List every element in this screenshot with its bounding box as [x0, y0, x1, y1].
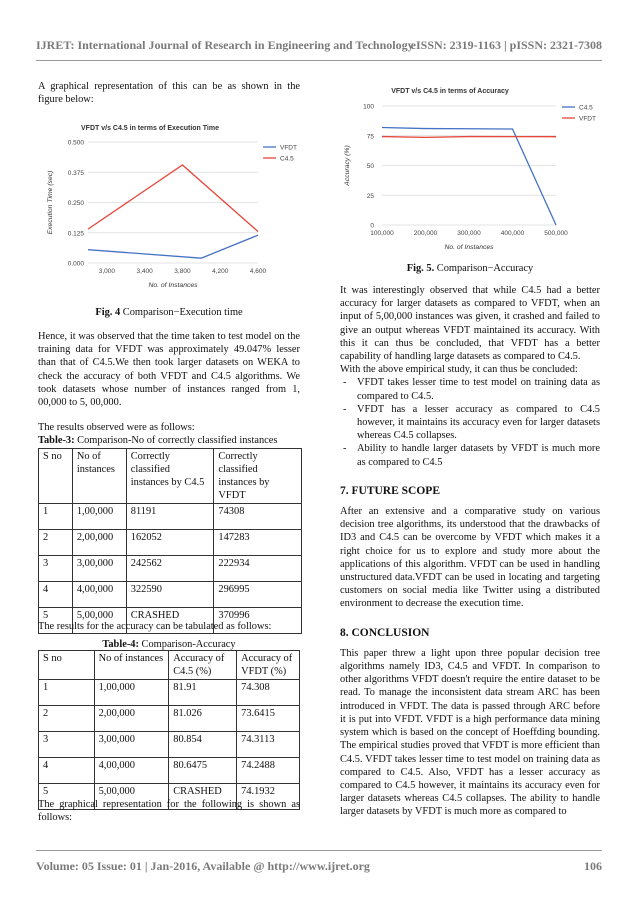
table-cell: 2,00,000 — [94, 706, 169, 732]
table-cell: 5,00,000 — [94, 784, 169, 810]
table-row — [39, 732, 300, 758]
table-cell: CRASHED — [126, 608, 214, 634]
table-cell: 3 — [39, 732, 95, 758]
y-tick-label: 50 — [366, 163, 374, 170]
table-cell: 1 — [39, 504, 73, 530]
intro-paragraph: A graphical representation of this can be as shown in the figure below: — [38, 81, 300, 106]
paragraph-conclude: With the above empirical study, it can thus be concluded: — [340, 364, 578, 376]
table3-caption — [38, 434, 300, 447]
table-cell: 222934 — [214, 556, 302, 582]
table-cell: 74.3113 — [237, 732, 300, 758]
table-cell: 2 — [39, 530, 73, 556]
list-item-text: VFDT has a lesser accuracy as compared to C4.5 however, it maintains its accuracy even for larger datasets whereas C4.5 collapses. — [357, 403, 600, 442]
table-cell: 1,00,000 — [72, 504, 126, 530]
header-cell: S no — [39, 651, 95, 680]
footer-rule — [36, 850, 602, 851]
header-cell: S no — [39, 449, 73, 504]
table-correctly-classified — [38, 448, 302, 634]
table-cell: 73.6415 — [237, 706, 300, 732]
table-cell: 322590 — [126, 582, 214, 608]
y-tick-label: 25 — [366, 192, 374, 200]
x-tick-label: 200,000 — [413, 230, 438, 237]
x-tick-label: 3,800 — [174, 268, 191, 275]
x-tick-label: 400,000 — [500, 230, 525, 237]
paragraph-conclusion: This paper threw a light upon three popular decision tree algorithms namely ID3, C4.5 and VFDT. In comparison to other algorithms VFDT doesn't require the entire dataset to be read. To manage the inconsistent data stream ARC has been introduced in VFDT. The data is passed through ARC before it is put into VFDT. VFDT is a high performance data mining system which is based on the concept of Hoeffding bounding. The empirical studies proved that VFDT is more efficient than C4.5. VFDT takes lesser time to test model on training data as compared to C4.5. Also, VFDT has a lesser accuracy as compared to C4.5 however, it maintains its accuracy even for larger datasets whereas C4.5 collapses. The ability to handle larger datasets by VFDT is much more as compared to — [340, 647, 600, 818]
table-row — [39, 556, 302, 582]
table-row — [39, 680, 300, 706]
chart-title: VFDT v/s C4.5 in terms of Execution Time — [81, 125, 219, 132]
paragraph-accuracy: The results for the accuracy can be tabulated as follows: — [38, 621, 272, 632]
table-row — [39, 530, 302, 556]
paragraph-observation: It was interestingly observed that while C4.5 had a better accuracy for larger datasets as compared to VFDT, when an input of 5,00,000 instances was given, it crashed and failed to give an output whereas VFDT maintained its accuracy. With this it can thus be concluded, that VFDT has a better capability of handling large datasets as compared to C4.5. — [340, 285, 600, 363]
paragraph-execution: Hence, it was observed that the time taken to test model on the training data for VFDT was approximately 49.047% lesser than that of C4.5.We then took larger datasets on WEKA to check the accuracy of both VFDT and C4.5 algorithms. We took datasets whose number of instances ranged from 1, 00,000 to 5, 00,000. — [38, 331, 300, 409]
series-line-vfdt — [88, 235, 258, 258]
header-cell: Accuracy of C4.5 (%) — [169, 651, 237, 680]
series-line-c45 — [88, 165, 258, 232]
graph-intro — [38, 798, 300, 824]
list-item — [340, 442, 600, 468]
conclusion-list — [340, 376, 600, 468]
paragraph-results: The results observed were as follows: — [38, 422, 195, 434]
table-cell: 4 — [39, 758, 95, 784]
y-tick-label: 0 — [370, 222, 374, 230]
legend-label: C4.5 — [280, 155, 294, 163]
legend-label: VFDT — [579, 115, 596, 123]
table-cell: 4,00,000 — [94, 758, 169, 784]
table-cell: 5,00,000 — [72, 608, 126, 634]
table-cell: 5 — [39, 784, 95, 810]
table-cell: 81.026 — [169, 706, 237, 732]
fig4-text: Comparison−Execution time — [120, 307, 243, 318]
volume-info: Volume: 05 Issue: 01 | Jan-2016, Available @ http://www.ijret.org — [36, 859, 370, 873]
table-header-row — [39, 651, 300, 680]
list-item — [340, 376, 600, 402]
table-cell: 147283 — [214, 530, 302, 556]
table-cell: 81.91 — [169, 680, 237, 706]
series-line-vfdt — [382, 137, 556, 138]
table-cell: 80.6475 — [169, 758, 237, 784]
table4-title: Comparison-Accuracy — [138, 639, 236, 650]
table-cell: 370996 — [214, 608, 302, 634]
header-cell: No of instances — [72, 449, 126, 504]
y-tick-label: 0.375 — [67, 169, 84, 177]
table-cell: 5 — [39, 608, 73, 634]
bullet-mark: - — [343, 377, 347, 389]
y-tick-label: 75 — [366, 133, 374, 141]
table-cell: 74.308 — [237, 680, 300, 706]
execution-time-chart — [44, 118, 299, 296]
table-cell: 4 — [39, 582, 73, 608]
table-cell: 81191 — [126, 504, 214, 530]
table3-label: Table-3: — [38, 435, 75, 446]
list-item-text: Ability to handle larger datasets by VFDT is much more as compared to C4.5 — [357, 443, 600, 468]
y-tick-label: 0.500 — [67, 139, 84, 147]
bullet-mark: - — [343, 403, 347, 415]
header-rule — [36, 60, 602, 61]
journal-title: IJRET: International Journal of Research in Engineering and Technology — [36, 38, 414, 52]
fig5-text: Comparison−Accuracy — [434, 263, 534, 274]
table4-label: Table-4: — [102, 639, 139, 650]
table-row — [39, 504, 302, 530]
accuracy-intro — [38, 620, 300, 633]
x-axis-label: No. of Instances — [444, 244, 494, 251]
fig5-caption — [340, 262, 600, 275]
y-tick-label: 0.250 — [67, 200, 84, 207]
legend-label: VFDT — [280, 144, 297, 152]
y-axis-label: Accuracy (%) — [344, 145, 351, 186]
table-cell: 3,00,000 — [94, 732, 169, 758]
table3-title: Comparison-No of correctly classified instances — [74, 435, 278, 446]
header-cell: Correctly classified instances by VFDT — [214, 449, 302, 504]
paragraph-future-scope: After an extensive and a comparative study on various decision tree algorithms, its understood that the drawbacks of ID3 and C4.5 can be overcome by VFDT which makes it a right choice for us to explore and study more about the applications of this algorithm. VFDT can be used in handling unstructured data.VFDT can be used in locating and targeting customers on social media like Twitter using a distributed environment to decrease the execution time. — [340, 506, 600, 610]
left-body — [38, 330, 300, 434]
table-accuracy — [38, 650, 300, 810]
paragraph-graph: The graphical representation for the following is shown as follows: — [38, 799, 300, 824]
header-cell: No of instances — [94, 651, 169, 680]
table-cell: 74.1932 — [237, 784, 300, 810]
bullet-mark: - — [343, 443, 347, 455]
table-row — [39, 706, 300, 732]
table-row — [39, 582, 302, 608]
fig5-label: Fig. 5. — [406, 263, 435, 274]
table-cell: 2,00,000 — [72, 530, 126, 556]
right-body — [340, 284, 600, 819]
x-tick-label: 4,600 — [249, 268, 267, 275]
table-cell: 74308 — [214, 504, 302, 530]
table-cell: 162052 — [126, 530, 214, 556]
list-item-text: VFDT takes lesser time to test model on training data as compared to C4.5. — [357, 377, 600, 402]
table-cell: 1,00,000 — [94, 680, 169, 706]
issn: eISSN: 2319-1163 | pISSN: 2321-7308 — [410, 38, 602, 52]
table-cell: 2 — [39, 706, 95, 732]
table-row — [39, 758, 300, 784]
table-cell: 3 — [39, 556, 73, 582]
y-tick-label: 0.000 — [67, 260, 84, 268]
x-tick-label: 3,000 — [98, 268, 116, 275]
page-number: 106 — [584, 859, 602, 873]
x-tick-label: 100,000 — [370, 230, 394, 237]
series-line-c45 — [382, 128, 556, 225]
fig4-label: Fig. 4 — [95, 307, 121, 318]
table-cell: 4,00,000 — [72, 582, 126, 608]
y-tick-label: 0.125 — [67, 230, 84, 238]
chart-title: VFDT v/s C4.5 in terms of Accuracy — [391, 88, 509, 95]
left-column — [38, 80, 300, 106]
x-tick-label: 500,000 — [544, 230, 568, 237]
section-heading-future-scope: 7. FUTURE SCOPE — [340, 484, 440, 497]
fig4-caption — [38, 306, 300, 319]
table-cell: CRASHED — [169, 784, 237, 810]
section-heading-conclusion: 8. CONCLUSION — [340, 626, 430, 639]
y-tick-label: 100 — [363, 103, 374, 111]
x-tick-label: 3,400 — [136, 268, 153, 275]
x-axis-label: No. of Instances — [148, 282, 198, 289]
table-cell: 1 — [39, 680, 95, 706]
running-footer — [36, 859, 602, 874]
header-cell: Accuracy of VFDT (%) — [237, 651, 300, 680]
table-cell: 242562 — [126, 556, 214, 582]
running-header — [36, 38, 602, 56]
table-cell: 80.854 — [169, 732, 237, 758]
header-cell: Correctly classified instances by C4.5 — [126, 449, 214, 504]
accuracy-chart — [340, 84, 602, 256]
table-cell: 3,00,000 — [72, 556, 126, 582]
table-cell: 296995 — [214, 582, 302, 608]
list-item — [340, 403, 600, 443]
x-tick-label: 300,000 — [457, 230, 481, 237]
table-cell: 74.2488 — [237, 758, 300, 784]
y-axis-label: Execution Time (sec) — [47, 170, 54, 235]
x-tick-label: 4,200 — [212, 268, 229, 275]
legend-label: C4.5 — [579, 104, 593, 112]
table-header-row — [39, 449, 302, 504]
